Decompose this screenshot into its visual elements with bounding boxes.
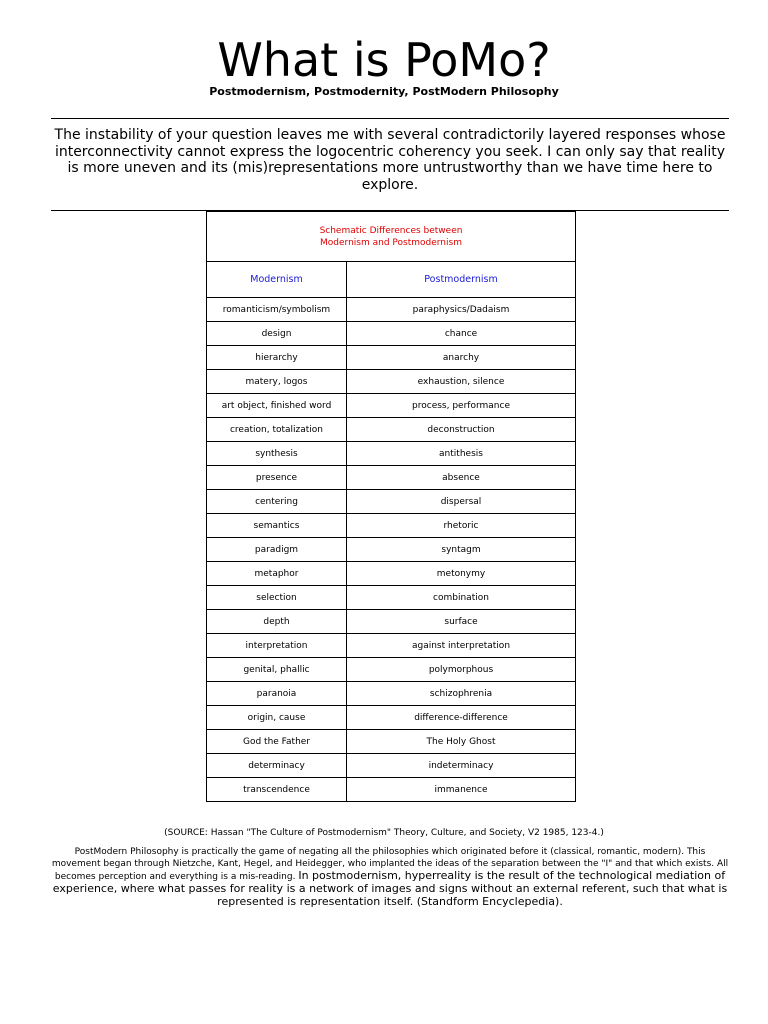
table-header-row: [207, 262, 576, 298]
table-row: [207, 514, 576, 538]
modernism-cell: metaphor: [207, 562, 347, 586]
page-subtitle: Postmodernism, Postmodernity, PostModern Philosophy: [209, 85, 559, 98]
modernism-cell: art object, finished word: [207, 394, 347, 418]
source-citation: (SOURCE: Hassan "The Culture of Postmodernism" Theory, Culture, and Society, V2 1985, 123-4.): [164, 828, 604, 838]
postmodernism-cell: anarchy: [347, 346, 576, 370]
table-caption-line-2: Modernism and Postmodernism: [320, 237, 462, 248]
table-caption: [207, 212, 576, 262]
body-paragraph-large: In postmodernism, hyperreality is the result of the technological mediation of experience, where what passes for reality is a network of images and signs without an external referent, such that what is represented is representation itself. (Standform Encyclepedia).: [52, 869, 728, 908]
table-row: [207, 682, 576, 706]
top-divider: [51, 118, 729, 119]
table-row: [207, 298, 576, 322]
postmodernism-cell: absence: [347, 466, 576, 490]
table-row: [207, 610, 576, 634]
body-paragraph: [50, 846, 730, 909]
modernism-cell: genital, phallic: [207, 658, 347, 682]
modernism-cell: presence: [207, 466, 347, 490]
table-row: [207, 490, 576, 514]
table-row: [207, 418, 576, 442]
modernism-cell: God the Father: [207, 730, 347, 754]
modernism-cell: depth: [207, 610, 347, 634]
postmodernism-cell: paraphysics/Dadaism: [347, 298, 576, 322]
postmodernism-cell: antithesis: [347, 442, 576, 466]
table-row: [207, 466, 576, 490]
modernism-cell: paradigm: [207, 538, 347, 562]
modernism-cell: paranoia: [207, 682, 347, 706]
table-row: [207, 322, 576, 346]
table-row: [207, 370, 576, 394]
table-row: [207, 778, 576, 802]
postmodernism-cell: exhaustion, silence: [347, 370, 576, 394]
postmodernism-cell: metonymy: [347, 562, 576, 586]
postmodernism-cell: polymorphous: [347, 658, 576, 682]
postmodernism-cell: process, performance: [347, 394, 576, 418]
postmodernism-cell: chance: [347, 322, 576, 346]
modernism-cell: origin, cause: [207, 706, 347, 730]
column-header-postmodernism: Postmodernism: [347, 262, 576, 298]
postmodernism-cell: immanence: [347, 778, 576, 802]
table-caption-row: [207, 212, 576, 262]
postmodernism-cell: difference-difference: [347, 706, 576, 730]
modernism-cell: semantics: [207, 514, 347, 538]
postmodernism-cell: schizophrenia: [347, 682, 576, 706]
table-row: [207, 754, 576, 778]
postmodernism-cell: combination: [347, 586, 576, 610]
modernism-cell: romanticism/symbolism: [207, 298, 347, 322]
table-row: [207, 706, 576, 730]
postmodernism-cell: The Holy Ghost: [347, 730, 576, 754]
table-row: [207, 562, 576, 586]
intro-paragraph: The instability of your question leaves me with several contradictorily layered responses whose interconnectivity cannot express the logocentric coherency you seek. I can only say that reality is more uneven and its (mis)representations more untrustworthy than we have time here to explore.: [54, 127, 726, 193]
postmodernism-cell: syntagm: [347, 538, 576, 562]
table-row: [207, 538, 576, 562]
differences-table: [206, 211, 576, 802]
table-row: [207, 586, 576, 610]
postmodernism-cell: dispersal: [347, 490, 576, 514]
table-row: [207, 634, 576, 658]
postmodernism-cell: indeterminacy: [347, 754, 576, 778]
table-row: [207, 442, 576, 466]
postmodernism-cell: rhetoric: [347, 514, 576, 538]
table-row: [207, 658, 576, 682]
column-header-modernism: Modernism: [207, 262, 347, 298]
modernism-cell: matery, logos: [207, 370, 347, 394]
table-row: [207, 346, 576, 370]
modernism-cell: hierarchy: [207, 346, 347, 370]
modernism-cell: interpretation: [207, 634, 347, 658]
postmodernism-cell: surface: [347, 610, 576, 634]
modernism-cell: synthesis: [207, 442, 347, 466]
page-title: What is PoMo?: [217, 33, 551, 87]
modernism-cell: selection: [207, 586, 347, 610]
table-row: [207, 394, 576, 418]
table-row: [207, 730, 576, 754]
modernism-cell: creation, totalization: [207, 418, 347, 442]
modernism-cell: design: [207, 322, 347, 346]
table-caption-line-1: Schematic Differences between: [319, 225, 463, 236]
modernism-cell: centering: [207, 490, 347, 514]
modernism-cell: transcendence: [207, 778, 347, 802]
postmodernism-cell: against interpretation: [347, 634, 576, 658]
modernism-cell: determinacy: [207, 754, 347, 778]
postmodernism-cell: deconstruction: [347, 418, 576, 442]
body-paragraph-small: PostModern Philosophy is practically the game of negating all the philosophies which originated before it (classical, romantic, modern). This movement began through Nietzche, Kant, Hegel, and Heidegger, who implanted the ideas of the separation between the "I" and that which exists. All becomes perception and everything is a mis-reading.: [51, 847, 729, 882]
